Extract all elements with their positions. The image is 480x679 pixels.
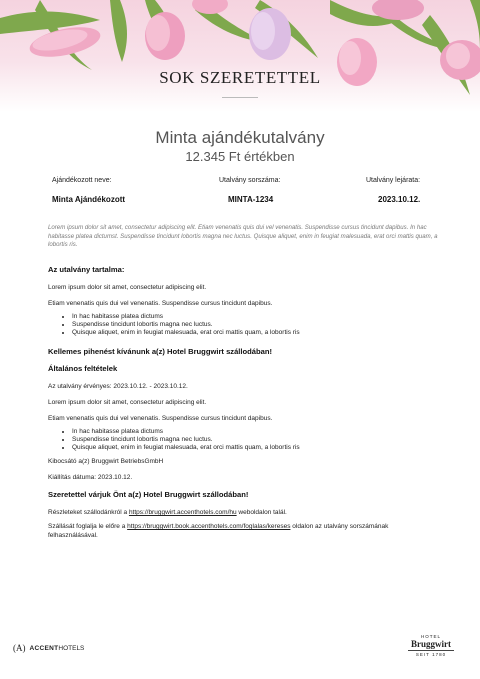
list-item: • In hac habitasse platea dictums	[72, 313, 440, 321]
expiry-value: 2023.10.12.	[378, 195, 421, 204]
booking-prefix: Szállását foglalja le előre a	[48, 523, 128, 531]
booking-suffix: oldalon az utalvány sorszámának felhasználásával.	[48, 523, 389, 540]
recipient-label: Ajándékozott neve:	[52, 177, 112, 184]
expiry-label: Utalvány lejárata:	[366, 177, 421, 184]
issuer-text: Kibocsátó a(z) Bruggwirt BetriebsGmbH	[48, 458, 164, 466]
terms-paragraph-2: Etiam venenatis quis dui vel venenatis. Suspendisse cursus tincidunt dapibus.	[48, 414, 273, 422]
contents-paragraph-1: Lorem ipsum dolor sit amet, consectetur adipiscing elit.	[48, 284, 207, 291]
voucher-body	[48, 265, 440, 541]
logo-top-text: HOTEL	[420, 634, 441, 639]
contents-paragraph-2: Etiam venenatis quis dui vel venenatis. Suspendisse cursus tincidunt dapibus.	[48, 300, 273, 307]
list-item: • Suspendisse tincidunt lobortis magna nec luctus.	[72, 321, 440, 329]
brand-title: SOK SZERETETTEL	[159, 68, 321, 87]
rest-wish-heading: Kellemes pihenést kívánunk a(z) Hotel Bruggwirt szállodában!	[48, 346, 273, 356]
terms-list	[48, 428, 440, 452]
accent-mark-icon: (A)	[13, 643, 26, 653]
voucher-value: 12.345 Ft értékben	[185, 149, 295, 164]
bruggwirt-logo	[400, 634, 462, 657]
details-prefix: Részleteket szállodánkról a	[48, 509, 129, 517]
details-suffix: weboldalon talál.	[236, 509, 287, 517]
validity-text: Az utalvány érvényes: 2023.10.12. - 2023.10.12.	[48, 382, 188, 390]
welcome-heading: Szeretettel várjuk Önt a(z) Hotel Bruggwirt szállodában!	[48, 490, 249, 500]
serial-label: Utalvány sorszáma:	[219, 177, 281, 184]
intro-text: Lorem ipsum dolor sit amet, consectetur adipiscing elit. Etiam venenatis quis dui vel venenatis. Suspendisse cursus tincidunt dapibus. In hac habitasse platea dictumst. Suspendisse tincidunt lobortis magna nec luctus. Quisque aliquet, enim in feugiat malesuada, erat orci mattis quam, a lobortis ris.	[48, 224, 438, 249]
hotel-website-link[interactable]: https://bruggwirt.accenthotels.com/hu	[128, 509, 237, 517]
booking-text	[48, 523, 440, 540]
contents-heading: Az utalvány tartalma:	[48, 265, 125, 274]
list-item: • In hac habitasse platea dictums	[72, 428, 440, 436]
list-item: • Quisque aliquet, enim in feugiat malesuada, erat orci mattis quam, a lobortis ris	[72, 329, 440, 337]
logo-divider	[408, 650, 454, 651]
booking-link[interactable]: https://bruggwirt.book.accenthotels.com/foglalas/kereses	[127, 523, 291, 531]
terms-paragraph-1: Lorem ipsum dolor sit amet, consectetur adipiscing elit.	[48, 398, 207, 406]
accent-wordmark: ACCENT	[29, 644, 59, 652]
logo-since-text: SEIT 1780	[415, 652, 447, 657]
hotels-wordmark: HOTELS	[58, 644, 85, 652]
logo-name: Bruggwirt	[411, 639, 451, 649]
contents-list	[48, 313, 440, 337]
terms-heading: Általános feltételek	[48, 363, 118, 373]
recipient-value: Minta Ajándékozott	[52, 195, 126, 204]
voucher-title: Minta ajándékutalvány	[155, 128, 325, 147]
list-item: • Suspendisse tincidunt lobortis magna nec luctus.	[72, 436, 440, 444]
accent-hotels-logo	[13, 643, 84, 653]
serial-value: MINTA-1234	[228, 195, 274, 204]
header-banner	[0, 0, 480, 112]
title-divider	[222, 97, 258, 98]
issue-date-text: Kiállítás dátuma: 2023.10.12.	[48, 474, 133, 482]
details-text	[48, 509, 440, 516]
tulip-illustration	[0, 0, 480, 112]
list-item: • Quisque aliquet, enim in feugiat malesuada, erat orci mattis quam, a lobortis ris	[72, 444, 440, 452]
